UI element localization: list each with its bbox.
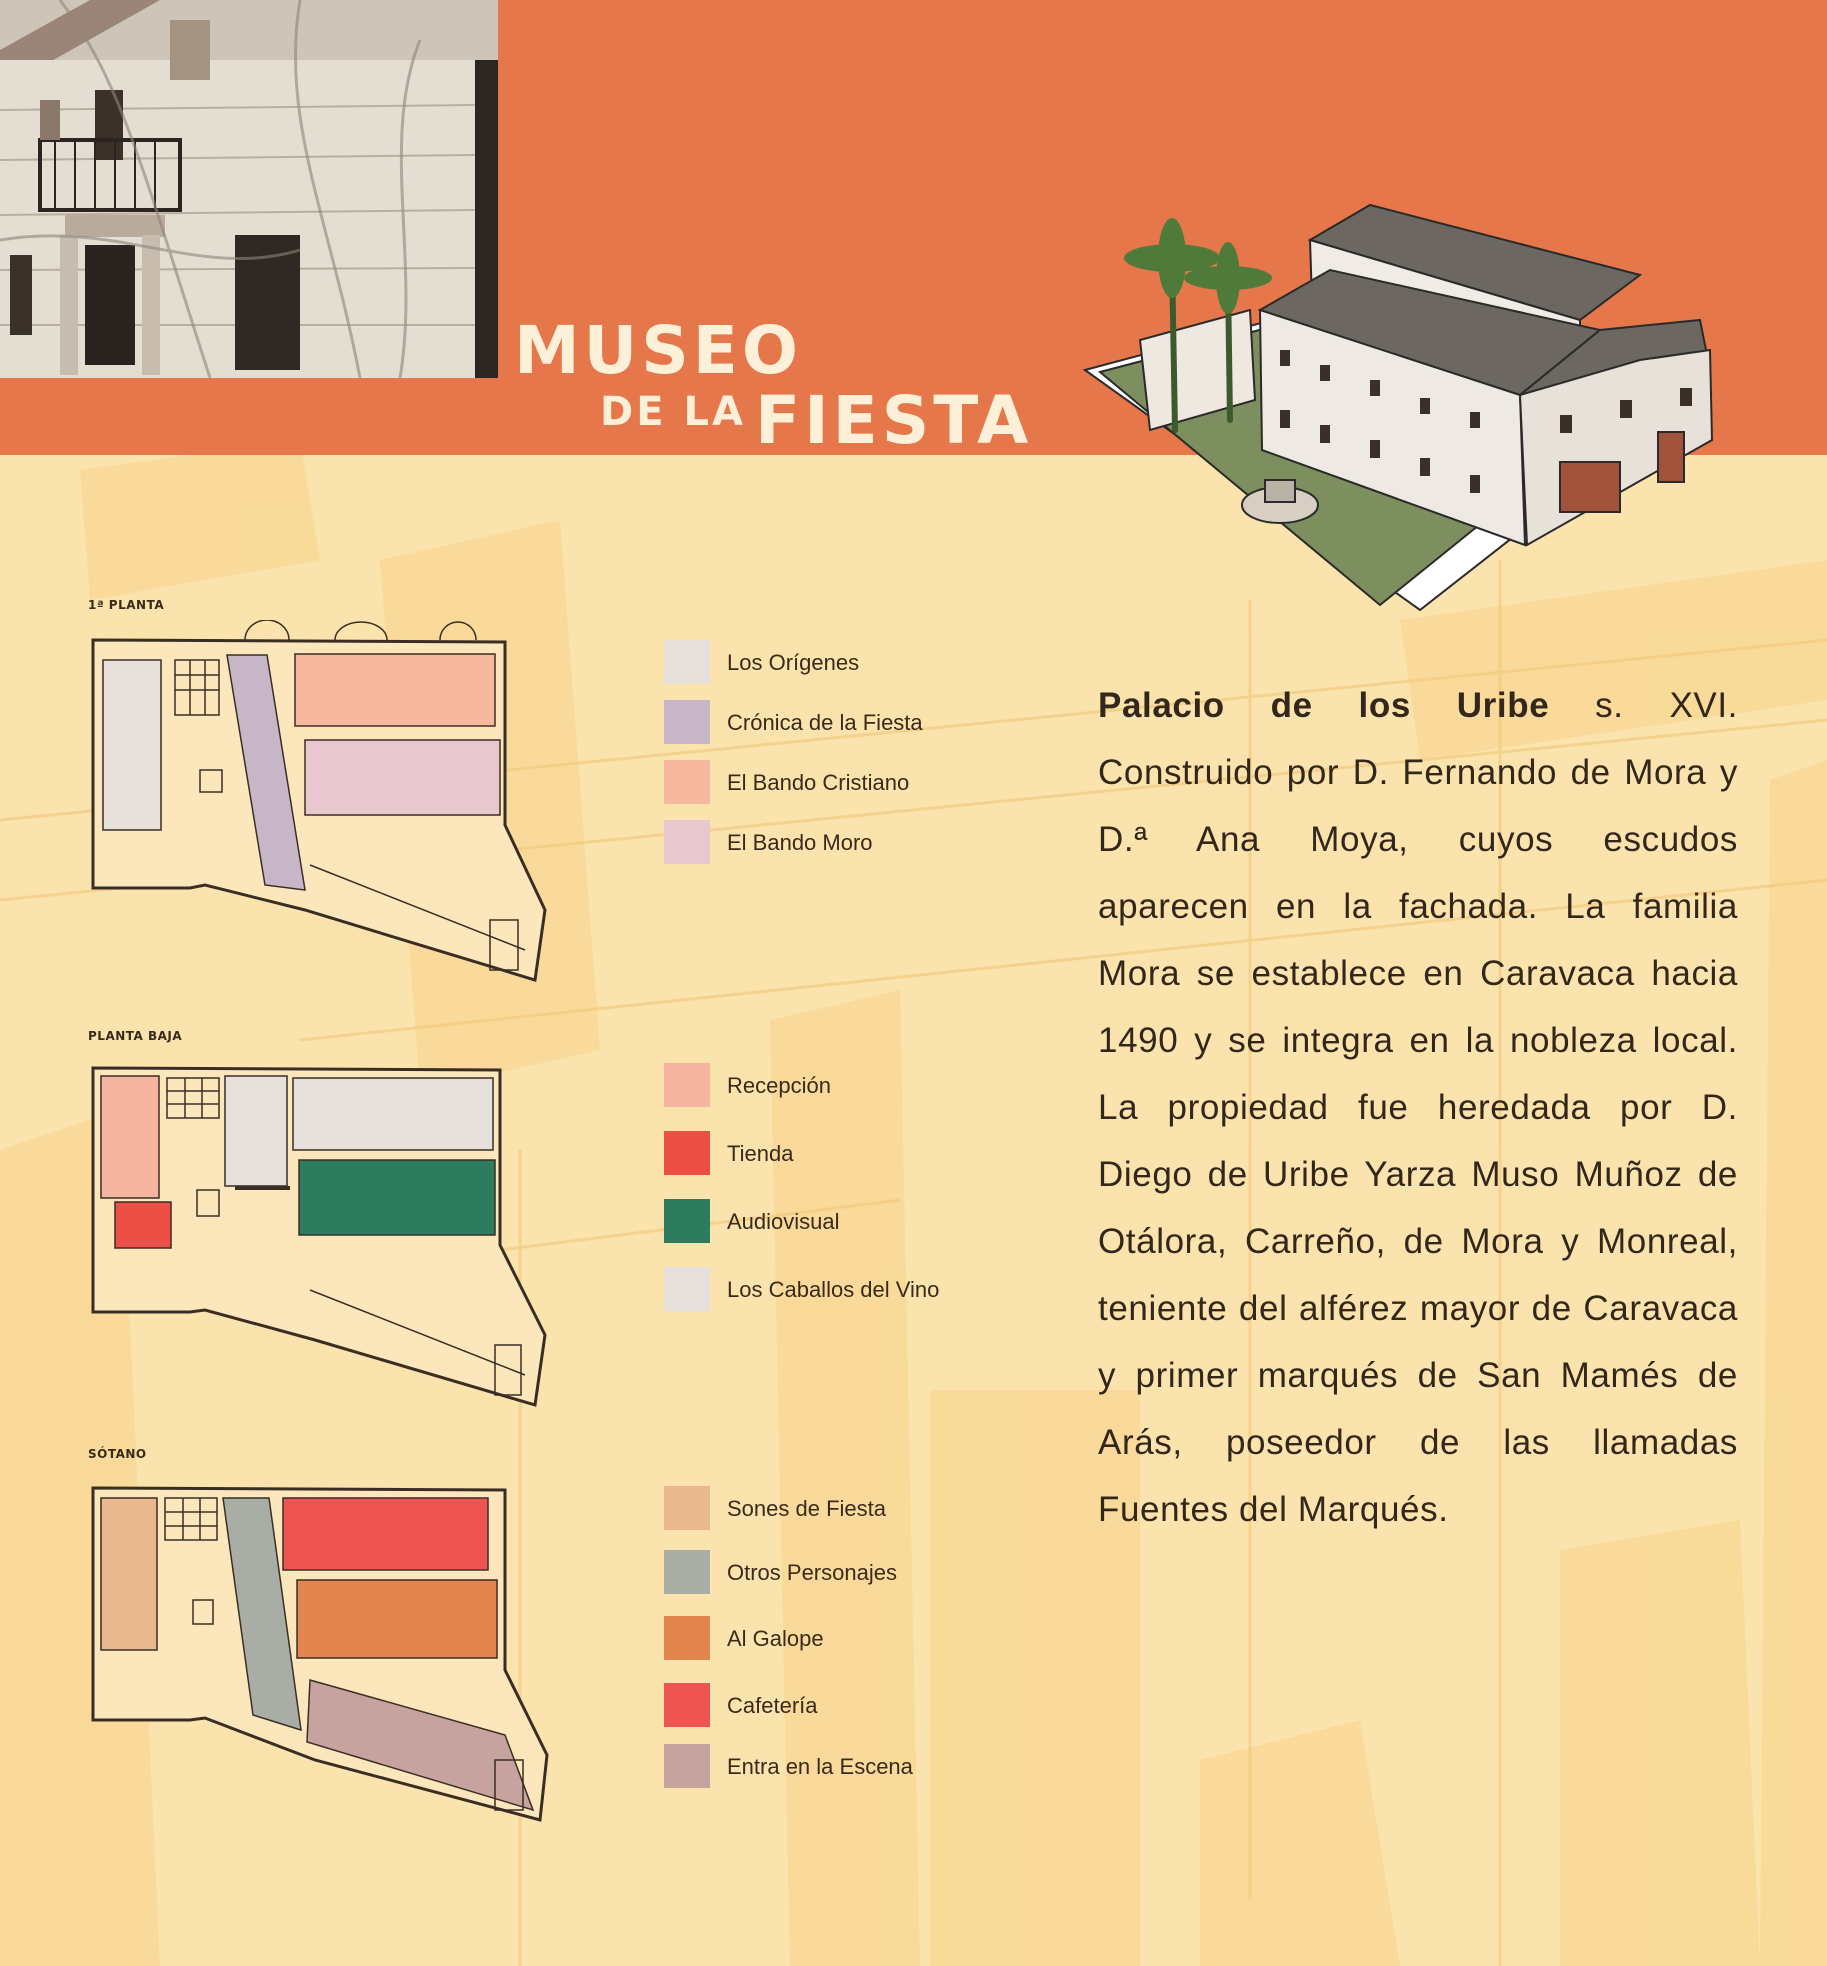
description-lead: Palacio de los Uribe	[1098, 686, 1550, 725]
description-text: s. XVI. Construido por D. Fernando de Mora y D.ª Ana Moya, cuyos escudos aparecen en la fachada. La familia Mora se establece en Caravaca hacia 1490 y se integra en la nobleza local. La propiedad fue heredada por D. Diego de Uribe Yarza Muso Muñoz de Otálora, Carreño, de Mora y Monreal, teniente del alférez mayor de Caravaca y primer marqués de San Mamés de Arás, poseedor de las llamadas Fuentes del Marqués.	[1098, 686, 1738, 1529]
legend-item-recepcion	[664, 1063, 1084, 1107]
legend-swatch	[664, 1486, 710, 1530]
legend-swatch	[664, 1616, 710, 1660]
legend-item-el-bando-cristiano	[664, 760, 1084, 804]
legend-swatch	[664, 760, 710, 804]
legend-swatch	[664, 1267, 710, 1311]
legend-swatch	[664, 700, 710, 744]
legend-item-audiovisual	[664, 1199, 1084, 1243]
legend-swatch	[664, 1550, 710, 1594]
legend-label: Otros Personajes	[727, 1560, 897, 1585]
legend-item-tienda	[664, 1131, 1084, 1175]
legend-swatch	[664, 1131, 710, 1175]
floor-label-primera-planta: 1ª PLANTA	[88, 598, 165, 612]
legend-swatch	[664, 1199, 710, 1243]
legend-swatch	[664, 1683, 710, 1727]
floor-plan-planta-baja	[85, 1050, 555, 1420]
legend-item-sones-de-fiesta	[664, 1486, 1084, 1530]
legend-label: Crónica de la Fiesta	[727, 710, 923, 735]
legend-label: Al Galope	[727, 1626, 824, 1651]
legend-item-cafeteria	[664, 1683, 1084, 1727]
legend-item-cronica-de-la-fiesta	[664, 700, 1084, 744]
legend-item-el-bando-moro	[664, 820, 1084, 864]
floor-label-sotano: SÓTANO	[88, 1447, 147, 1461]
building-illustration	[1080, 200, 1730, 620]
legend-label: Sones de Fiesta	[727, 1496, 886, 1521]
floor-plan-sotano	[85, 1470, 555, 1840]
legend-item-otros-personajes	[664, 1550, 1084, 1594]
legend-swatch	[664, 1063, 710, 1107]
legend-item-entra-en-la-escena	[664, 1744, 1084, 1788]
legend-label: Cafetería	[727, 1693, 818, 1718]
legend-item-al-galope	[664, 1616, 1084, 1660]
legend-label: Los Orígenes	[727, 650, 860, 675]
legend-label: Tienda	[727, 1141, 794, 1166]
legend-label: Los Caballos del Vino	[727, 1277, 940, 1302]
legend-label: El Bando Moro	[727, 830, 873, 855]
title-de-la: DE LA	[600, 389, 746, 435]
floor-plan-primera-planta	[85, 620, 555, 990]
legend-label: Recepción	[727, 1073, 831, 1098]
legend-item-los-caballos-del-vino	[664, 1267, 1084, 1311]
legend-label: El Bando Cristiano	[727, 770, 910, 795]
description-paragraph	[1098, 672, 1738, 1543]
title-fiesta: FIESTA	[755, 382, 1033, 459]
floor-label-planta-baja: PLANTA BAJA	[88, 1029, 183, 1043]
legend-swatch	[664, 1744, 710, 1788]
facade-photo	[0, 0, 498, 378]
legend-label: Entra en la Escena	[727, 1754, 913, 1779]
legend-label: Audiovisual	[727, 1209, 840, 1234]
title-museo: MUSEO	[514, 312, 802, 389]
legend-item-los-origenes	[664, 640, 1084, 684]
legend-swatch	[664, 640, 710, 684]
legend-swatch	[664, 820, 710, 864]
